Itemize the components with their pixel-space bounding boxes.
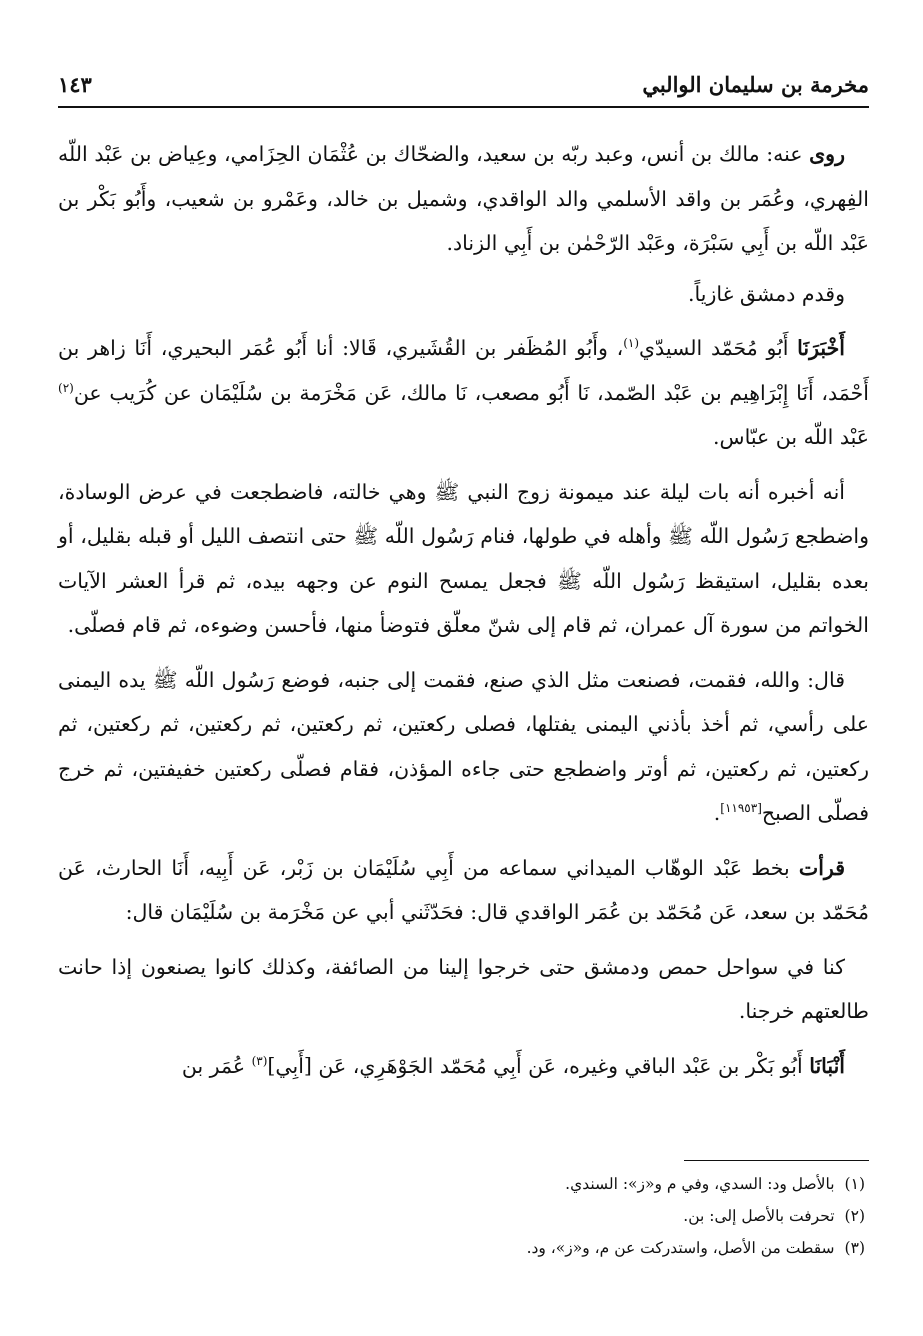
paragraph <box>58 1044 869 1089</box>
footnote-number: (٣) <box>844 1239 865 1257</box>
paragraph <box>58 132 869 266</box>
footnote <box>58 1200 865 1232</box>
paragraph-lead-word: أَخْبَرَنَا <box>797 336 845 360</box>
footnote-number: (٢) <box>844 1207 865 1225</box>
paragraph-lead-word: روى <box>809 142 845 166</box>
footnote <box>58 1168 865 1200</box>
footnote <box>58 1232 865 1264</box>
footnote-ref: (٣) <box>251 1053 268 1068</box>
paragraph-text: أَبُو مُحَمّد السيدّي <box>639 336 798 360</box>
paragraph-text: وقدم دمشق غازياً. <box>687 281 845 306</box>
paragraph <box>58 945 869 1034</box>
footnote-ref: (٢) <box>58 380 74 395</box>
page-header <box>58 62 869 108</box>
paragraph <box>58 846 869 935</box>
page-number: ١٤٣ <box>58 71 92 97</box>
footnote-number: (١) <box>844 1175 865 1193</box>
paragraph-text: ، وأَبُو المُظَفر بن القُشَيري، قَالا: أنا أَبُو عُمَر البحيري، أَنَا زاهر بن أَحْمَد، أَنَا إِبْرَاهِيم بن عَبْد الصّمد، نَا أَبُو مصعب، نَا مالك، عَن مَخْرَمة بن سُلَيْمَان عن كُرَيب عن <box>58 336 869 405</box>
footnote-text: سقطت من الأصل، واستدركت عن م، و«ز»، ود. <box>526 1239 835 1257</box>
paragraph-text: كنا في سواحل حمص ودمشق حتى خرجوا إلينا من الصائفة، وكذلك كانوا يصنعون إذا حانت طالعتهم خرجنا. <box>58 954 869 1023</box>
hadith-number: [١١٩٥٣] <box>720 801 762 816</box>
paragraph <box>58 272 869 317</box>
paragraph-text: أنه أخبره أنه بات ليلة عند ميمونة زوج النبي ﷺ وهي خالته، فاضطجعت في عرض الوسادة، واضطجع رَسُول اللّه ﷺ وأهله في طولها، فنام رَسُول اللّه ﷺ حتى انتصف الليل أو قبله بقليل، أو بعده بقليل، استيقظ رَسُول اللّه ﷺ فجعل يمسح النوم عن وجهه بيده، ثم قرأ العشر الآيات الخواتم من سورة آل عمران، ثم قام إلى شنّ معلّق فتوضأ منها، فأحسن وضوءه، ثم قام فصلّى. <box>58 479 869 637</box>
paragraph-text: عُمَر بن <box>181 1053 252 1078</box>
footnote-text: تحرفت بالأصل إلى: بن. <box>683 1207 835 1225</box>
main-text <box>58 132 869 1094</box>
paragraph-text: عَبْد اللّه بن عبّاس. <box>713 425 869 449</box>
paragraph-text: قال: والله، فقمت، فصنعت مثل الذي صنع، فقمت إلى جنبه، فوضع رَسُول اللّه ﷺ يده اليمنى على رأسي، ثم أخذ بأذني اليمنى يفتلها، فصلى ركعتين، ثم ركعتين، ثم ركعتين، ثم ركعتين، ثم ركعتين، ثم ركعتين، ثم أوتر واضطجع حتى جاءه المؤذن، فقام فصلّى ركعتين خفيفتين، ثم خرج فصلّى الصبح <box>58 667 869 825</box>
paragraph-text: عنه: مالك بن أنس، وعبد ربّه بن سعيد، والضحّاك بن عُثْمَان الحِزَامي، وعِياض بن عَبْد اللّه الفِهري، وعُمَر بن واقد الأسلمي والد الواقدي، وشميل بن خالد، وعَمْرو بن شعيب، وأَبُو بَكْر بن عَبْد اللّه بن أَبِي سَبْرَة، وعَبْد الرّحْمٰن بن أَبِي الزناد. <box>58 142 869 255</box>
paragraph <box>58 470 869 648</box>
paragraph-text: أَبُو بَكْر بن عَبْد الباقي وغيره، عَن أَبِي مُحَمّد الجَوْهَرِي، عَن [أَبِي] <box>267 1053 810 1078</box>
footnotes <box>58 1168 865 1264</box>
paragraph-text: بخط عَبْد الوهّاب الميداني سماعه من أَبِي سُلَيْمَان بن زَبْر، عَن أَبِيه، أَنَا الحارث، عَن مُحَمّد بن سعد، عَن مُحَمّد بن عُمَر الواقدي قال: فحَدّثَني أبي عن مَخْرَمة بن سُلَيْمَان قال: <box>58 855 869 924</box>
footnote-ref: (١) <box>623 336 640 351</box>
running-title: مخرمة بن سليمان الوالبي <box>642 71 869 97</box>
footnote-text: بالأصل ود: السدي، وفي م و«ز»: السندي. <box>565 1175 835 1193</box>
paragraph <box>58 658 869 836</box>
paragraph <box>58 326 869 460</box>
paragraph-text: . <box>713 801 721 825</box>
paragraph-lead-word: أَنْبَانَا <box>809 1053 845 1078</box>
paragraph-lead-word: قرأت <box>798 855 845 880</box>
footnote-divider <box>684 1160 869 1161</box>
